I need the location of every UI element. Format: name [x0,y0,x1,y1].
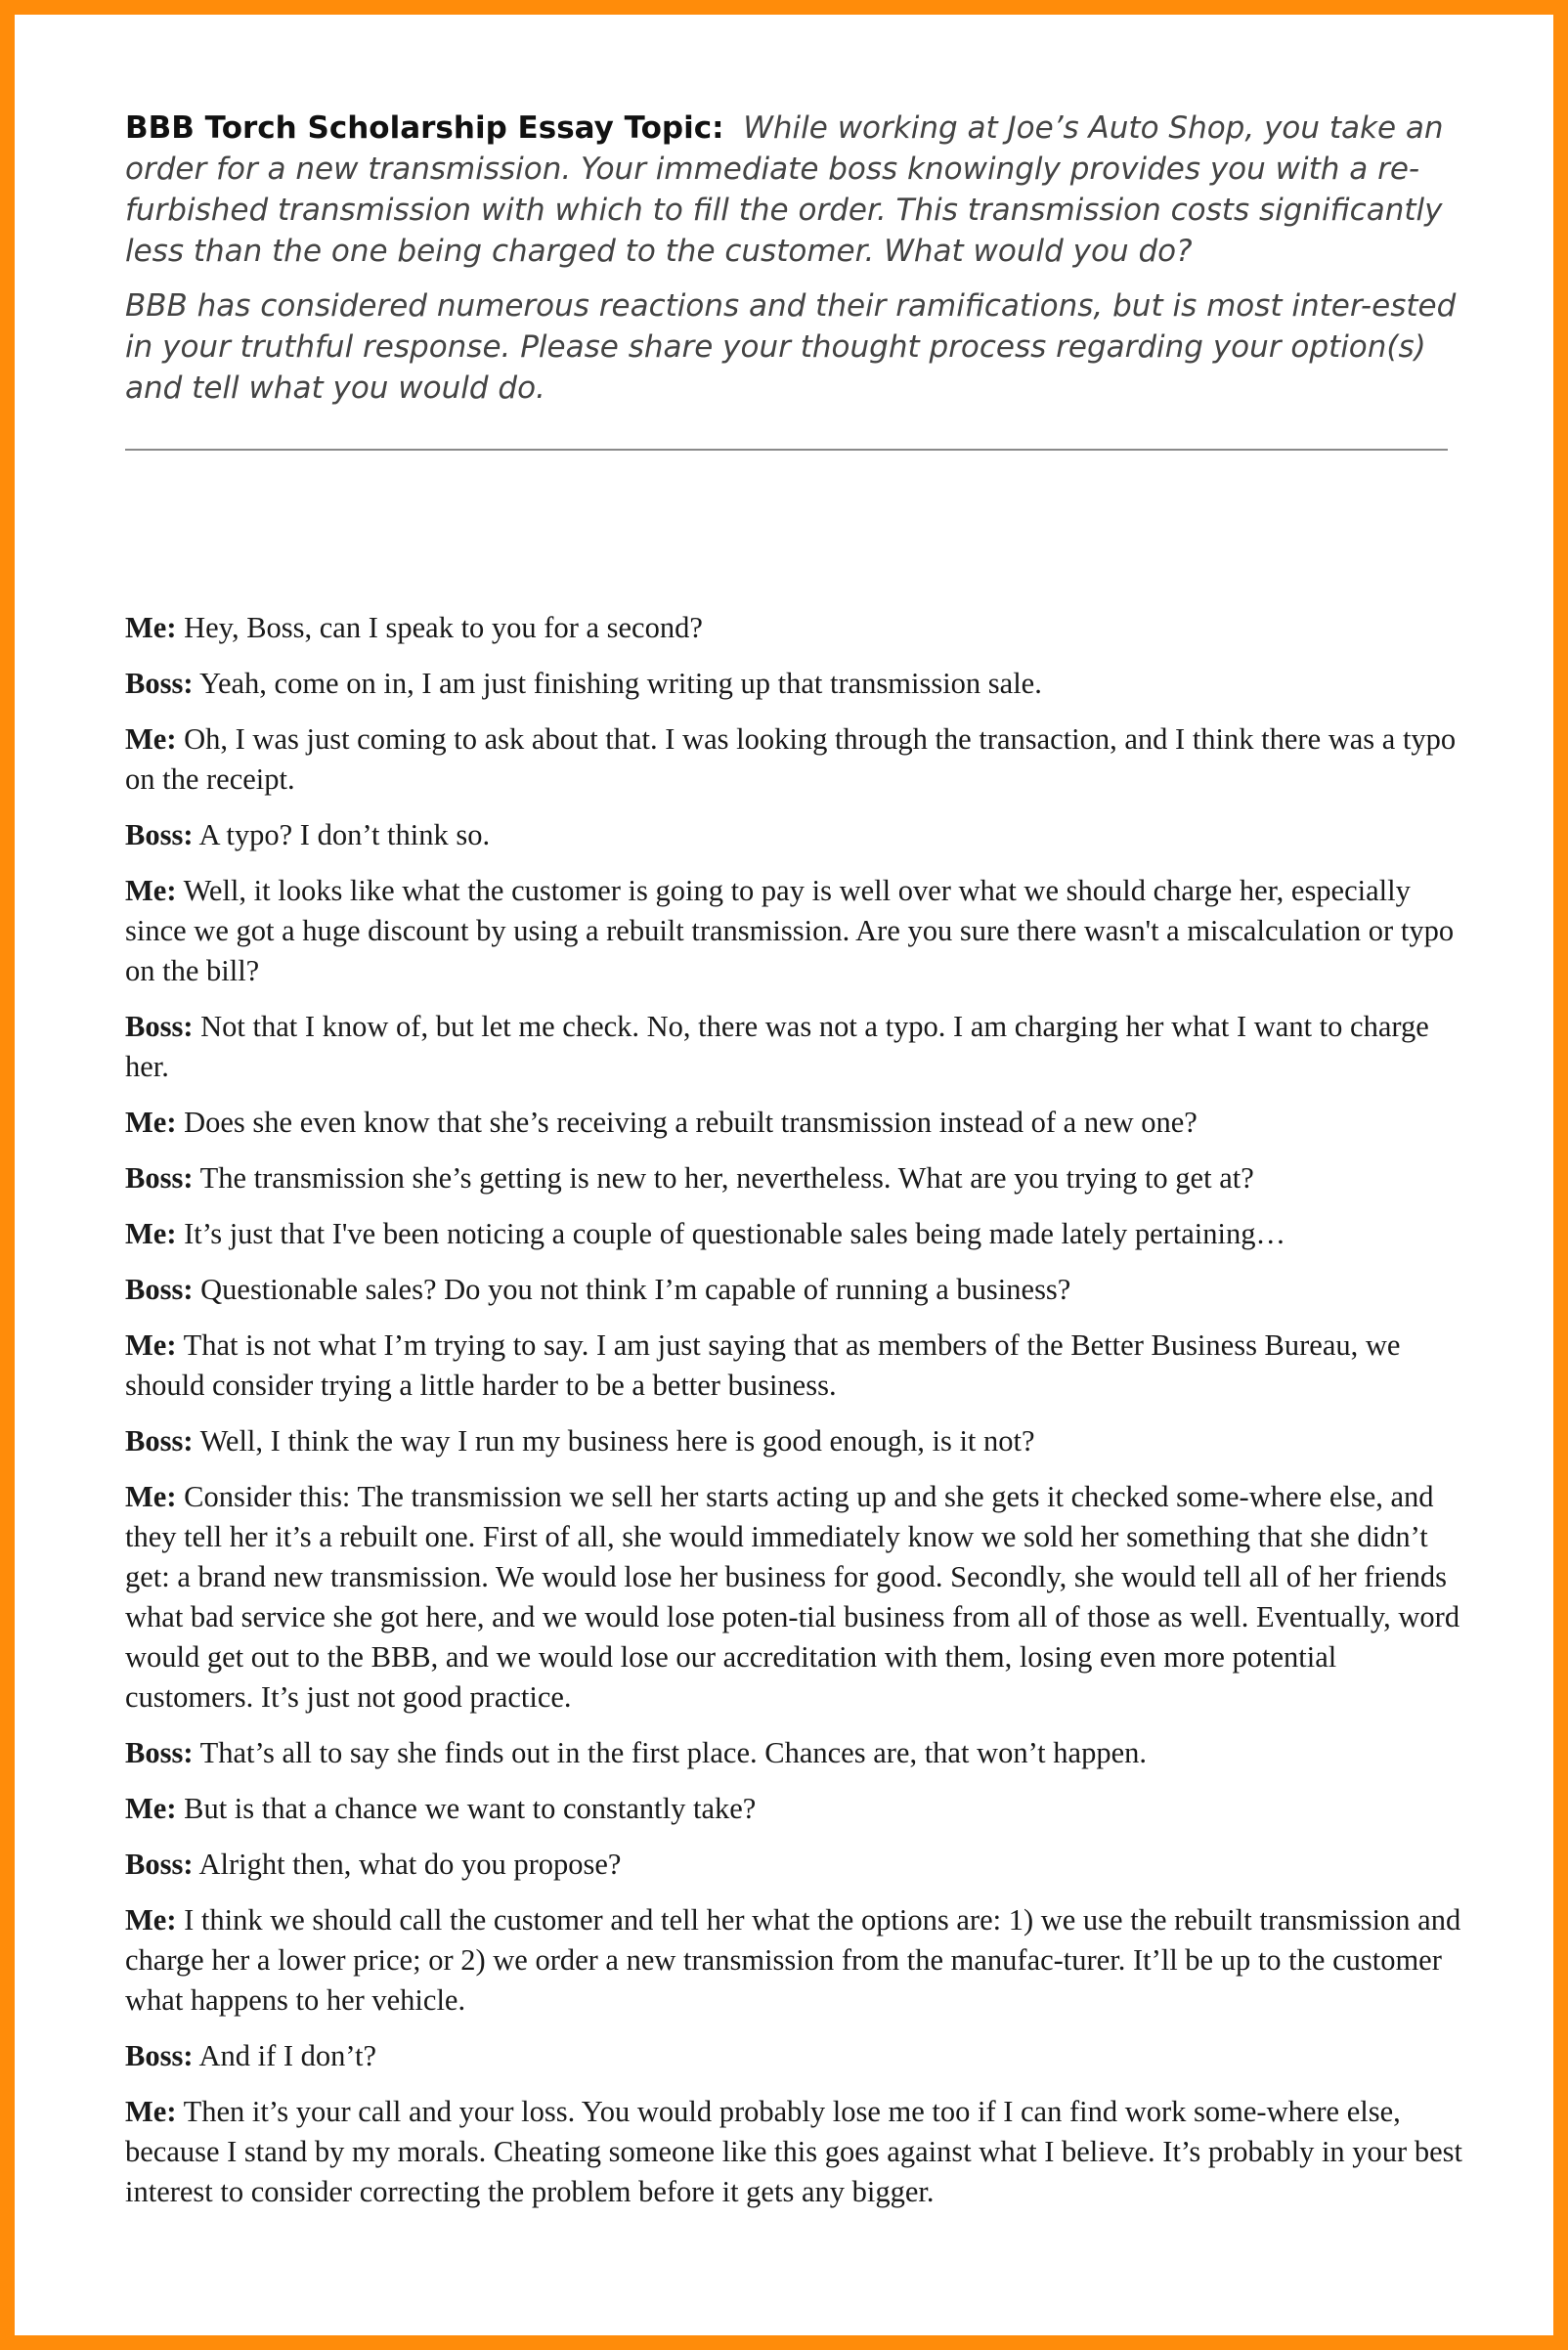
dialogue-speaker: Boss: [125,667,194,700]
dialogue-speaker: Me: [125,1480,177,1513]
dialogue-speaker: Boss: [125,1848,194,1881]
dialogue-line [125,815,1462,855]
dialogue-line [125,1270,1462,1310]
essay-page [125,108,1462,2208]
dialogue-text: And if I don’t? [198,2039,377,2072]
dialogue-speaker: Boss: [125,1010,194,1043]
dialogue-line [125,1789,1462,1829]
dialogue-line [125,1158,1462,1198]
dialogue-line [125,871,1462,991]
essay-topic [125,108,1462,272]
dialogue-speaker: Boss: [125,818,194,851]
dialogue-text: That is not what I’m trying to say. I am just saying that as members of the Better Business Bureau, we should consider trying a little harder to be a better business. [125,1328,1401,1402]
dialogue-text: Alright then, what do you propose? [198,1848,622,1881]
dialogue-text: Yeah, come on in, I am just finishing writing up that transmission sale. [199,667,1042,700]
dialogue-speaker: Me: [125,2095,177,2128]
dialogue-line [125,1900,1462,2021]
dialogue-line [125,1421,1462,1461]
dialogue-speaker: Me: [125,1792,177,1825]
dialogue-line [125,1733,1462,1773]
dialogue-line [125,608,1462,648]
dialogue-line [125,1845,1462,1885]
topic-prompt: While working at Joe’s Auto Shop, you take an order for a new transmission. Your immediate boss knowingly provides you with a re-furbished transmission with which to fill the order. This transmission costs significantly less than the one being charged to the customer. What would you do? [125,110,1444,269]
dialogue-text: Questionable sales? Do you not think I’m capable of running a business? [200,1273,1071,1306]
dialogue-speaker: Boss: [125,1736,194,1769]
dialogue-line [125,1477,1462,1718]
dialogue-text: A typo? I don’t think so. [198,818,491,851]
dialogue-speaker: Boss: [125,1424,194,1458]
topic-note: BBB has considered numerous reactions and their ramifications, but is most inter-ested in your truthful response. Please share your thought process regarding your option(s) and tell what you would do. [125,288,1457,406]
dialogue-speaker: Me: [125,1106,177,1139]
dialogue-text: Oh, I was just coming to ask about that. I was looking through the transaction, and I think there was a typo on the receipt. [125,722,1457,796]
dialogue-line [125,1007,1462,1087]
dialogue-text: Consider this: The transmission we sell her starts acting up and she gets it checked some-where else, and they tell her it’s a rebuilt one. First of all, she would immediately know we sold her something that she didn’t get: a brand new transmission. We would lose her business for good. Secondly, she would tell all of her friends what bad service she got here, and we would lose poten-tial business from all of those as well. Eventually, word would get out to the BBB, and we would lose our accreditation with them, losing even more potential customers. It’s just not good practice. [125,1480,1460,1714]
dialogue-text: It’s just that I've been noticing a couple of questionable sales being made lately pertaining… [184,1217,1286,1250]
dialogue-speaker: Me: [125,611,177,644]
dialogue-line [125,719,1462,800]
dialogue-text: Hey, Boss, can I speak to you for a second? [184,611,703,644]
dialogue-text: Then it’s your call and your loss. You would probably lose me too if I can find work some-where else, because I stand by my morals. Cheating someone like this goes against what I believe. It’s probably in your best interest to consider correcting the problem before it gets any bigger. [125,2095,1462,2208]
dialogue-line [125,1214,1462,1254]
section-divider [125,449,1448,451]
dialogue-text: But is that a chance we want to constantly take? [184,1792,757,1825]
dialogue-text: Does she even know that she’s receiving a rebuilt transmission instead of a new one? [184,1106,1198,1139]
topic-heading: BBB Torch Scholarship Essay Topic: [125,110,724,146]
dialogue-speaker: Me: [125,1328,177,1362]
dialogue-text: Not that I know of, but let me check. No, there was not a typo. I am charging her what I want to charge her. [125,1010,1429,1083]
dialogue-line [125,2092,1462,2212]
dialogue [125,608,1462,2228]
dialogue-speaker: Me: [125,874,177,907]
dialogue-text: Well, I think the way I run my business here is good enough, is it not? [199,1424,1035,1458]
dialogue-line [125,664,1462,704]
dialogue-text: I think we should call the customer and tell her what the options are: 1) we use the rebuilt transmission and charge her a lower price; or 2) we order a new transmission from the manufac-turer. It’ll be up to the customer what happens to her vehicle. [125,1903,1461,2017]
dialogue-line [125,2036,1462,2076]
dialogue-speaker: Me: [125,1903,177,1937]
dialogue-text: Well, it looks like what the customer is going to pay is well over what we should charge her, especially since we got a huge discount by using a rebuilt transmission. Are you sure there wasn't a miscalculation or typo on the bill? [125,874,1455,987]
dialogue-text: The transmission she’s getting is new to her, nevertheless. What are you trying to get at? [199,1161,1254,1195]
dialogue-speaker: Me: [125,722,177,756]
dialogue-line [125,1103,1462,1143]
dialogue-speaker: Boss: [125,1161,194,1195]
dialogue-speaker: Boss: [125,1273,194,1306]
dialogue-text: That’s all to say she finds out in the first place. Chances are, that won’t happen. [199,1736,1147,1769]
dialogue-speaker: Boss: [125,2039,194,2072]
dialogue-speaker: Me: [125,1217,177,1250]
dialogue-line [125,1326,1462,1406]
